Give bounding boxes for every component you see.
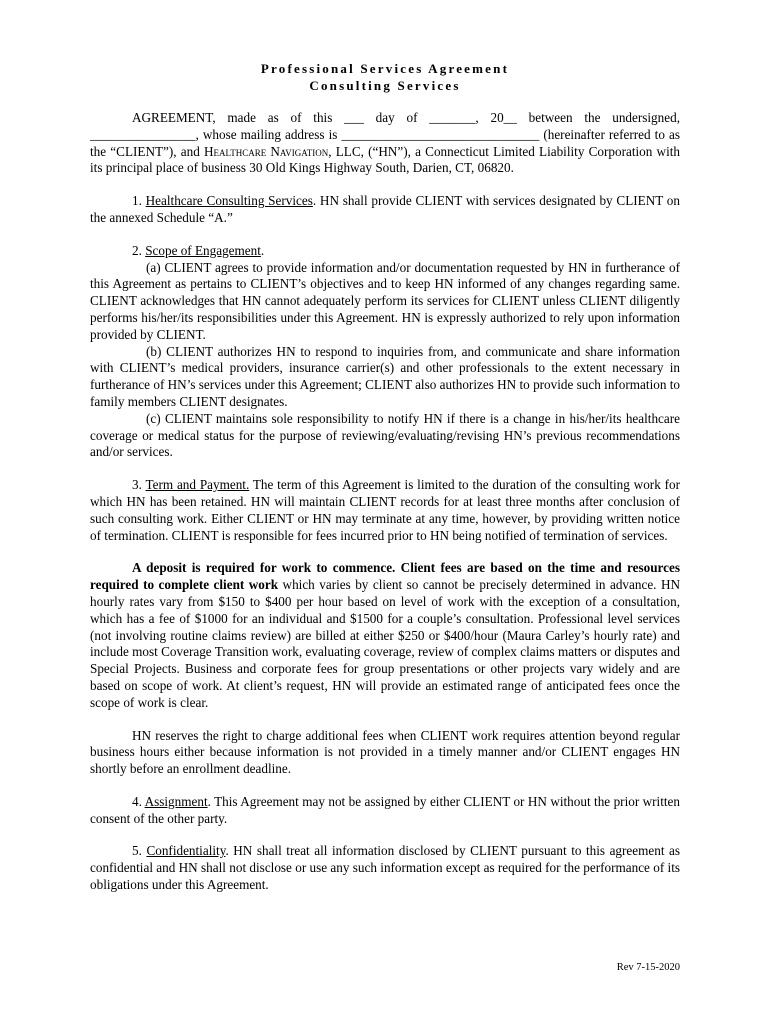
section-1-paragraph: 1. Healthcare Consulting Services. HN shall provide CLIENT with services designated by CLIENT on the annexed Schedule “A.” <box>90 193 680 225</box>
section-5-paragraph: 5. Confidentiality. HN shall treat all information disclosed by CLIENT pursuant to this agreement as confidential and HN shall not disclose or use any such information except as required for the performance of its obligations under this Agreement. <box>90 843 681 893</box>
section-2-heading-line: 2. Scope of Engagement. <box>132 242 265 258</box>
section-4-paragraph: 4. Assignment. This Agreement may not be assigned by either CLIENT or HN without the prior written consent of the other party. <box>90 793 680 826</box>
revision-label: Rev 7-15-2020 <box>616 962 680 973</box>
document-title: Professional Services Agreement <box>260 61 510 76</box>
document-subtitle: Consulting Services <box>309 78 461 93</box>
section-2b-paragraph: (b) CLIENT authorizes HN to respond to inquiries from, and communicate and share information with CLIENT’s medical providers, insurance carrier(s) and other professionals to the extent necessary in furtherance of HN’s services under this Agreement; CLIENT also authorizes HN to provide such information to family members CLIENT designates. <box>90 343 680 409</box>
deposit-bold-text: A deposit is required for work to commence. Client fees are based on the time and resources required to complete client work <box>90 560 680 593</box>
section-2-heading: Scope of Engagement <box>145 242 261 258</box>
reserve-fees-paragraph: HN reserves the right to charge additional fees when CLIENT work requires attention beyond regular business hours either because information is not provided in a timely manner and/or CLIENT engages HN shortly before an enrollment deadline. <box>90 727 680 777</box>
deposit-paragraph: A deposit is required for work to commence. Client fees are based on the time and resources required to complete client work which varies by client so cannot be precisely determined in advance. HN hourly rates vary from $150 to $400 per hour based on level of work with the exception of a consultation, which has a fee of $1000 for an individual and $1500 for a couple’s consultation. Professional level services (not involving routine claims review) are billed at either $250 or $400/hour (Maura Carley’s hourly rate) and include most Coverage Transition work, evaluating coverage, review of complex claims matters or disputes and Special Projects. Business and corporate fees for group presentations or other projects vary widely and are based on scope of work. At client’s request, HN will provide an estimated range of anticipated fees once the scope of work is clear. <box>90 560 680 710</box>
agreement-page <box>90 60 680 894</box>
section-2c-paragraph: (c) CLIENT maintains sole responsibility to notify HN if there is a change in his/her/its healthcare coverage or medical status for the purpose of reviewing/evaluating/revising HN’s previous recommendations and/or services. <box>90 410 680 460</box>
section-5-heading: Confidentiality <box>146 843 226 859</box>
section-2a-paragraph: (a) CLIENT agrees to provide information and/or documentation requested by HN in furtherance of this Agreement as pertains to CLIENT’s objectives and to keep HN informed of any changes regarding same. CLIENT acknowledges that HN cannot adequately perform its services for CLIENT unless CLIENT diligently performs his/her/its responsibilities under this Agreement. HN is expressly authorized to rely upon information provided by CLIENT. <box>90 259 680 342</box>
section-3-paragraph: 3. Term and Payment. The term of this Agreement is limited to the duration of the consulting work for which HN has been retained. HN will maintain CLIENT records for at least three months after conclusion of such consulting work. Either CLIENT or HN may terminate at any time, however, by providing written notice of termination. CLIENT is responsible for fees incurred prior to HN being notified of termination of services. <box>90 477 680 543</box>
section-3-heading: Term and Payment. <box>145 477 250 493</box>
company-name: Healthcare Navigation <box>204 143 329 159</box>
section-4-heading: Assignment <box>144 793 208 809</box>
intro-paragraph: AGREEMENT, made as of this ___ day of _______, 20__ between the undersigned, ________________, whose mailing address is ______________________________ (hereinafter referred to as the “CLIENT”), and Healthcare Navigation, LLC, (“HN”), a Connecticut Limited Liability Corporation with its principal place of business 30 Old Kings Highway South, Darien, CT, 06820. <box>90 110 680 176</box>
section-1-heading: Healthcare Consulting Services <box>145 193 313 209</box>
